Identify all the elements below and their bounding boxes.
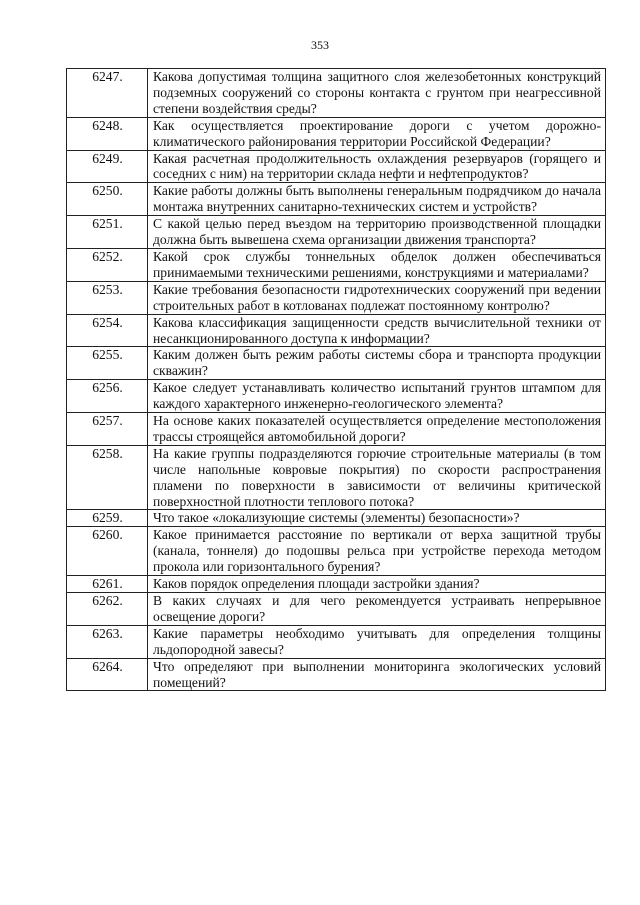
table-row — [67, 216, 606, 249]
table-row — [67, 576, 606, 593]
question-number: 6247. — [67, 69, 148, 118]
question-number: 6264. — [67, 658, 148, 691]
table-row — [67, 183, 606, 216]
question-text: Какие требования безопасности гидротехнических сооружений при ведении строительных работ в котлованах подлежат постоянному контролю? — [148, 281, 606, 314]
table-row — [67, 314, 606, 347]
question-number: 6261. — [67, 576, 148, 593]
question-text: Какая расчетная продолжительность охлаждения резервуаров (горящего и соседних с ним) на территории склада нефти и нефтепродуктов? — [148, 150, 606, 183]
question-text: С какой целью перед въездом на территорию производственной площадки должна быть вывешена схема организации движения транспорта? — [148, 216, 606, 249]
page-number: 353 — [311, 38, 329, 52]
table-row — [67, 281, 606, 314]
question-text: Какие работы должны быть выполнены генеральным подрядчиком до начала монтажа внутренних санитарно-технических систем и устройств? — [148, 183, 606, 216]
question-text: На основе каких показателей осуществляется определение местоположения трассы строящейся автомобильной дороги? — [148, 413, 606, 446]
question-text: Какова допустимая толщина защитного слоя железобетонных конструкций подземных сооружений со стороны контакта с грунтом при неагрессивной степени воздействия среды? — [148, 69, 606, 118]
question-text: Какова классификация защищенности средств вычислительной техники от несанкционированного доступа к информации? — [148, 314, 606, 347]
question-text: Какие параметры необходимо учитывать для определения толщины льдопородной завесы? — [148, 625, 606, 658]
table-row — [67, 347, 606, 380]
question-text: Какое принимается расстояние по вертикали от верха защитной трубы (канала, тоннеля) до подошвы рельса при устройстве перехода методом прокола или горизонтального бурения? — [148, 527, 606, 576]
question-number: 6262. — [67, 593, 148, 626]
question-number: 6259. — [67, 510, 148, 527]
table-row — [67, 150, 606, 183]
table-row — [67, 625, 606, 658]
question-text: Какое следует устанавливать количество испытаний грунтов штампом для каждого характерного инженерно-геологического элемента? — [148, 380, 606, 413]
question-number: 6256. — [67, 380, 148, 413]
question-number: 6251. — [67, 216, 148, 249]
question-text: Что определяют при выполнении мониторинга экологических условий помещений? — [148, 658, 606, 691]
table-row — [67, 527, 606, 576]
question-number: 6263. — [67, 625, 148, 658]
table-row — [67, 445, 606, 510]
question-number: 6258. — [67, 445, 148, 510]
table-row — [67, 117, 606, 150]
question-number: 6260. — [67, 527, 148, 576]
table-row — [67, 248, 606, 281]
question-text: На какие группы подразделяются горючие строительные материалы (в том числе напольные ковровые покрытия) по скорости распространения пламени по поверхности в зависимости от величины критической поверхностной плотности теплового потока? — [148, 445, 606, 510]
question-number: 6253. — [67, 281, 148, 314]
questions-table — [66, 68, 606, 691]
question-text: Какой срок службы тоннельных обделок должен обеспечиваться принимаемыми техническими решениями, конструкциями и материалами? — [148, 248, 606, 281]
table-row — [67, 510, 606, 527]
question-number: 6257. — [67, 413, 148, 446]
question-text: Как осуществляется проектирование дороги с учетом дорожно-климатического районирования территории Российской Федерации? — [148, 117, 606, 150]
question-number: 6252. — [67, 248, 148, 281]
question-number: 6250. — [67, 183, 148, 216]
question-number: 6255. — [67, 347, 148, 380]
question-text: В каких случаях и для чего рекомендуется устраивать непрерывное освещение дороги? — [148, 593, 606, 626]
table-row — [67, 658, 606, 691]
question-text: Что такое «локализующие системы (элементы) безопасности»? — [148, 510, 606, 527]
table-row — [67, 413, 606, 446]
table-row — [67, 69, 606, 118]
question-number: 6254. — [67, 314, 148, 347]
table-row — [67, 593, 606, 626]
question-number: 6249. — [67, 150, 148, 183]
question-number: 6248. — [67, 117, 148, 150]
table-row — [67, 380, 606, 413]
question-text: Каким должен быть режим работы системы сбора и транспорта продукции скважин? — [148, 347, 606, 380]
question-text: Каков порядок определения площади застройки здания? — [148, 576, 606, 593]
